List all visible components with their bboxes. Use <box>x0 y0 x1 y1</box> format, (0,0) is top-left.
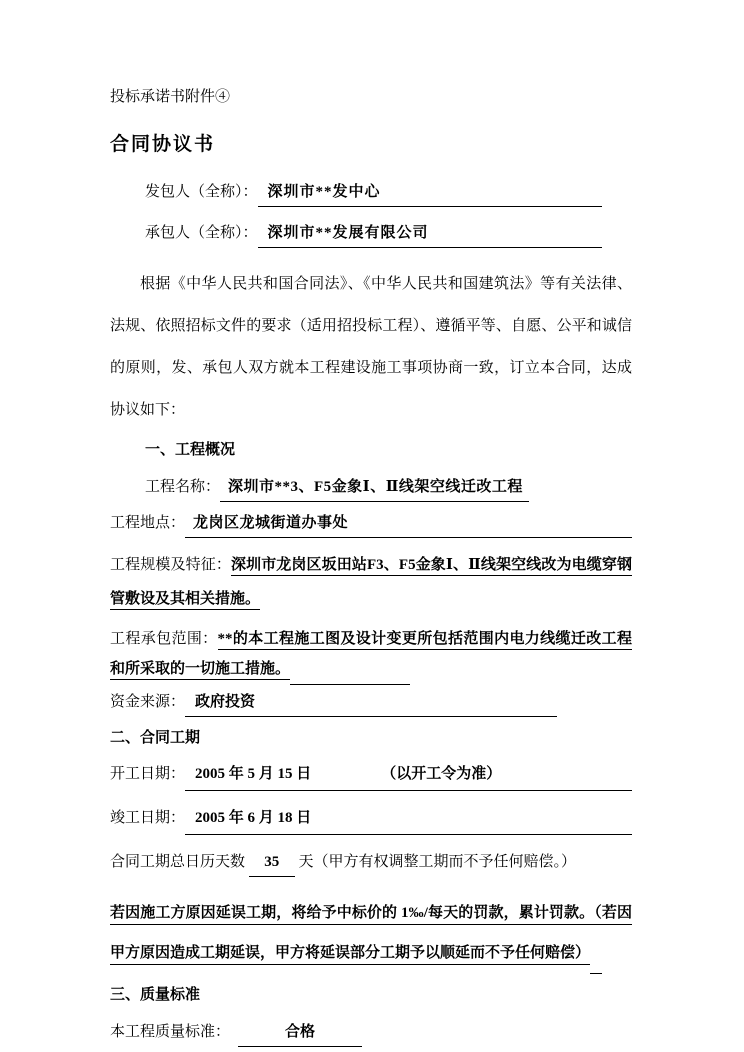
penalty-clause-line <box>110 893 632 974</box>
completion-date-value: 2005 年 6 月 18 日 <box>195 810 312 826</box>
project-scope-value: **的本工程施工图及设计变更所包括范围内电力线缆迁改工程和所采取的一切施工措施。 <box>110 631 632 680</box>
start-date-underline <box>185 763 632 791</box>
duration-prefix: 合同工期总日历天数 <box>110 854 246 870</box>
start-date-label: 开工日期： <box>110 766 186 782</box>
employer-line <box>145 181 632 207</box>
duration-days-value: 35 <box>249 851 295 877</box>
project-name-line <box>145 476 632 502</box>
funding-line <box>110 691 632 717</box>
completion-date-line <box>110 807 632 835</box>
project-location-value: 龙岗区龙城街道办事处 <box>185 512 632 538</box>
project-scope-label: 工程承包范围： <box>110 630 218 647</box>
duration-line <box>110 851 632 879</box>
quality-label: 本工程质量标准： <box>110 1023 231 1040</box>
completion-date-underline <box>185 807 632 835</box>
project-name-value: 深圳市**3、F5金象Ⅰ、Ⅱ线架空线迁改工程 <box>220 476 529 502</box>
project-scope-line <box>110 624 632 685</box>
penalty-clause-text: 若因施工方原因延误工期，将给予中标价的 1‰/每天的罚款，累计罚款。（若因甲方原因造成工期延误，甲方将延误部分工期予以顺延而不予任何赔偿） <box>110 905 632 965</box>
document-title: 合同协议书 <box>110 133 216 155</box>
contractor-label: 承包人（全称）： <box>145 225 258 241</box>
start-date-line <box>110 763 632 791</box>
project-scale-line <box>110 548 632 616</box>
start-date-note: （以开工令为准） <box>381 766 502 782</box>
underline-filler <box>590 958 602 975</box>
project-scale-value: 深圳市龙岗区坂田站F3、F5金象Ⅰ、Ⅱ线架空线改为电缆穿钢管敷设及其相关措施。 <box>110 557 632 610</box>
employer-label: 发包人（全称）： <box>145 184 258 200</box>
section3-heading: 三、质量标准 <box>110 987 201 1003</box>
employer-value: 深圳市**发中心 <box>258 181 602 207</box>
attachment-label: 投标承诺书附件④ <box>110 89 231 105</box>
project-name-label: 工程名称： <box>145 478 221 495</box>
underline-filler <box>290 668 410 685</box>
completion-date-label: 竣工日期： <box>110 810 186 826</box>
contractor-value: 深圳市**发展有限公司 <box>258 222 602 248</box>
funding-value: 政府投资 <box>185 691 557 717</box>
project-location-line <box>110 512 632 538</box>
quality-value: 合格 <box>238 1021 362 1047</box>
start-date-value: 2005 年 5 月 15 日 <box>195 766 312 782</box>
project-location-label: 工程地点： <box>110 514 186 531</box>
funding-label: 资金来源： <box>110 693 186 710</box>
project-scale-label: 工程规模及特征： <box>110 556 231 573</box>
quality-line <box>110 1021 632 1047</box>
duration-suffix: 天（甲方有权调整工期而不予任何赔偿。） <box>298 854 577 870</box>
section2-heading: 二、合同工期 <box>110 729 201 746</box>
contractor-line <box>145 222 632 248</box>
preamble-paragraph: 根据《中华人民共和国合同法》、《中华人民共和国建筑法》等有关法律、法规、依照招标文件的要求（适用招投标工程）、遵循平等、自愿、公平和诚信的原则，发、承包人双方就本工程建设施工事项协商一致，订立本合同，达成协议如下： <box>110 276 632 418</box>
section1-heading: 一、工程概况 <box>145 442 236 458</box>
